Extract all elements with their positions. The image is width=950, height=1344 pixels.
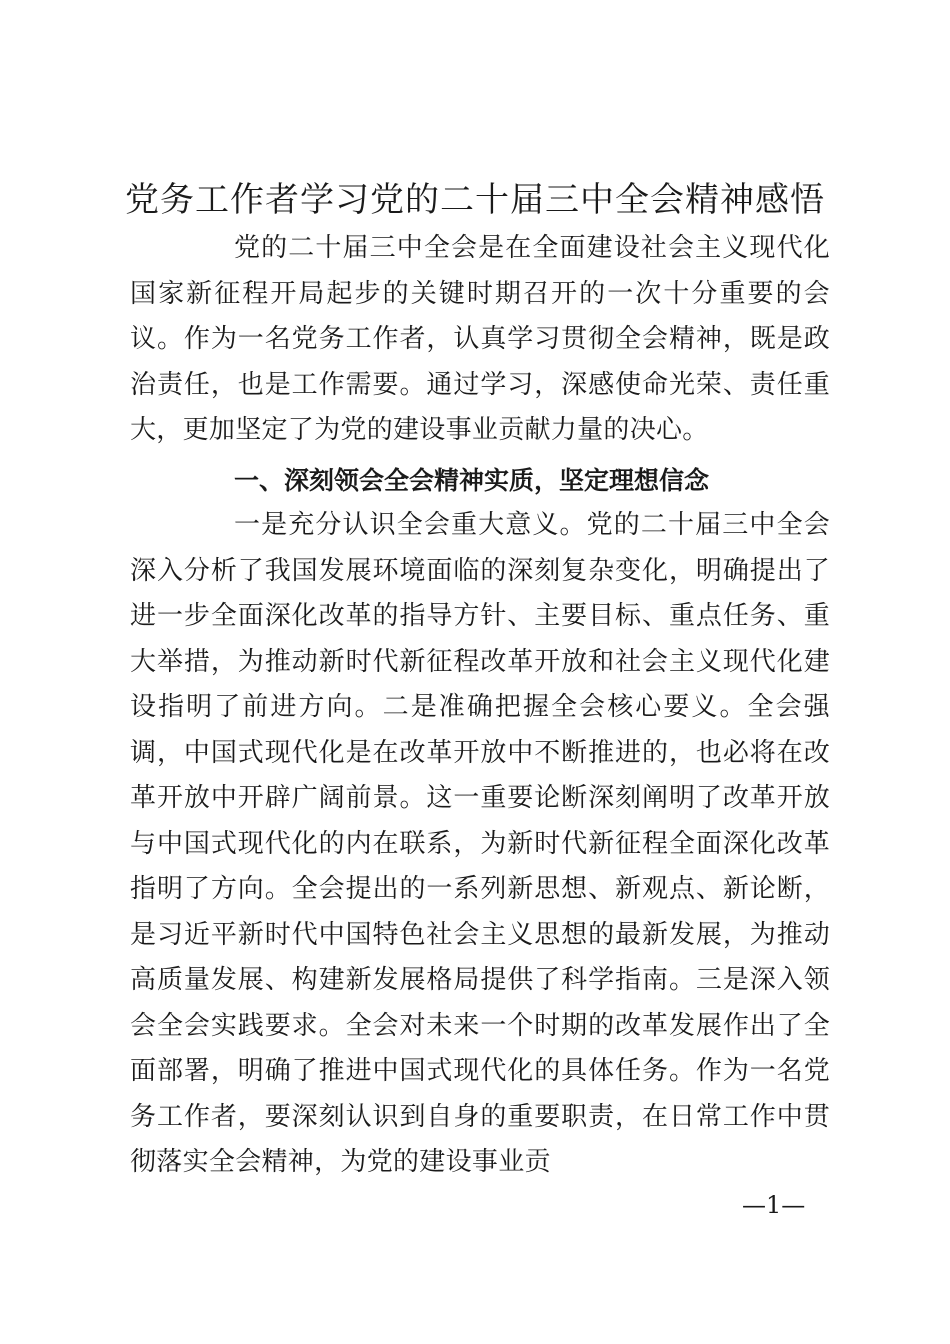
intro-paragraph: 党的二十届三中全会是在全面建设社会主义现代化国家新征程开局起步的关键时期召开的一次十分重要的会议。作为一名党务工作者，认真学习贯彻全会精神，既是政治责任，也是工作需要。通过学习，深感使命光荣、责任重大，更加坚定了为党的建设事业贡献力量的决心。 (130, 233, 830, 445)
page-number: —1— (742, 1191, 806, 1219)
section-heading: 一、深刻领会全会精神实质，坚定理想信念 (234, 466, 710, 495)
section-paragraph: 一是充分认识全会重大意义。党的二十届三中全会深入分析了我国发展环境面临的深刻复杂变化，明确提出了进一步全面深化改革的指导方针、主要目标、重点任务、重大举措，为推动新时代新征程改革开放和社会主义现代化建设指明了前进方向。二是准确把握全会核心要义。全会强调，中国式现代化是在改革开放中不断推进的，也必将在改革开放中开辟广阔前景。这一重要论断深刻阐明了改革开放与中国式现代化的内在联系，为新时代新征程全面深化改革指明了方向。全会提出的一系列新思想、新观点、新论断，是习近平新时代中国特色社会主义思想的最新发展，为推动高质量发展、构建新发展格局提供了科学指南。三是深入领会全会实践要求。全会对未来一个时期的改革发展作出了全面部署，明确了推进中国式现代化的具体任务。作为一名党务工作者，要深刻认识到自身的重要职责，在日常工作中贯彻落实全会精神，为党的建设事业贡 (130, 510, 830, 1177)
document-title: 党务工作者学习党的二十届三中全会精神感悟 (125, 180, 825, 220)
